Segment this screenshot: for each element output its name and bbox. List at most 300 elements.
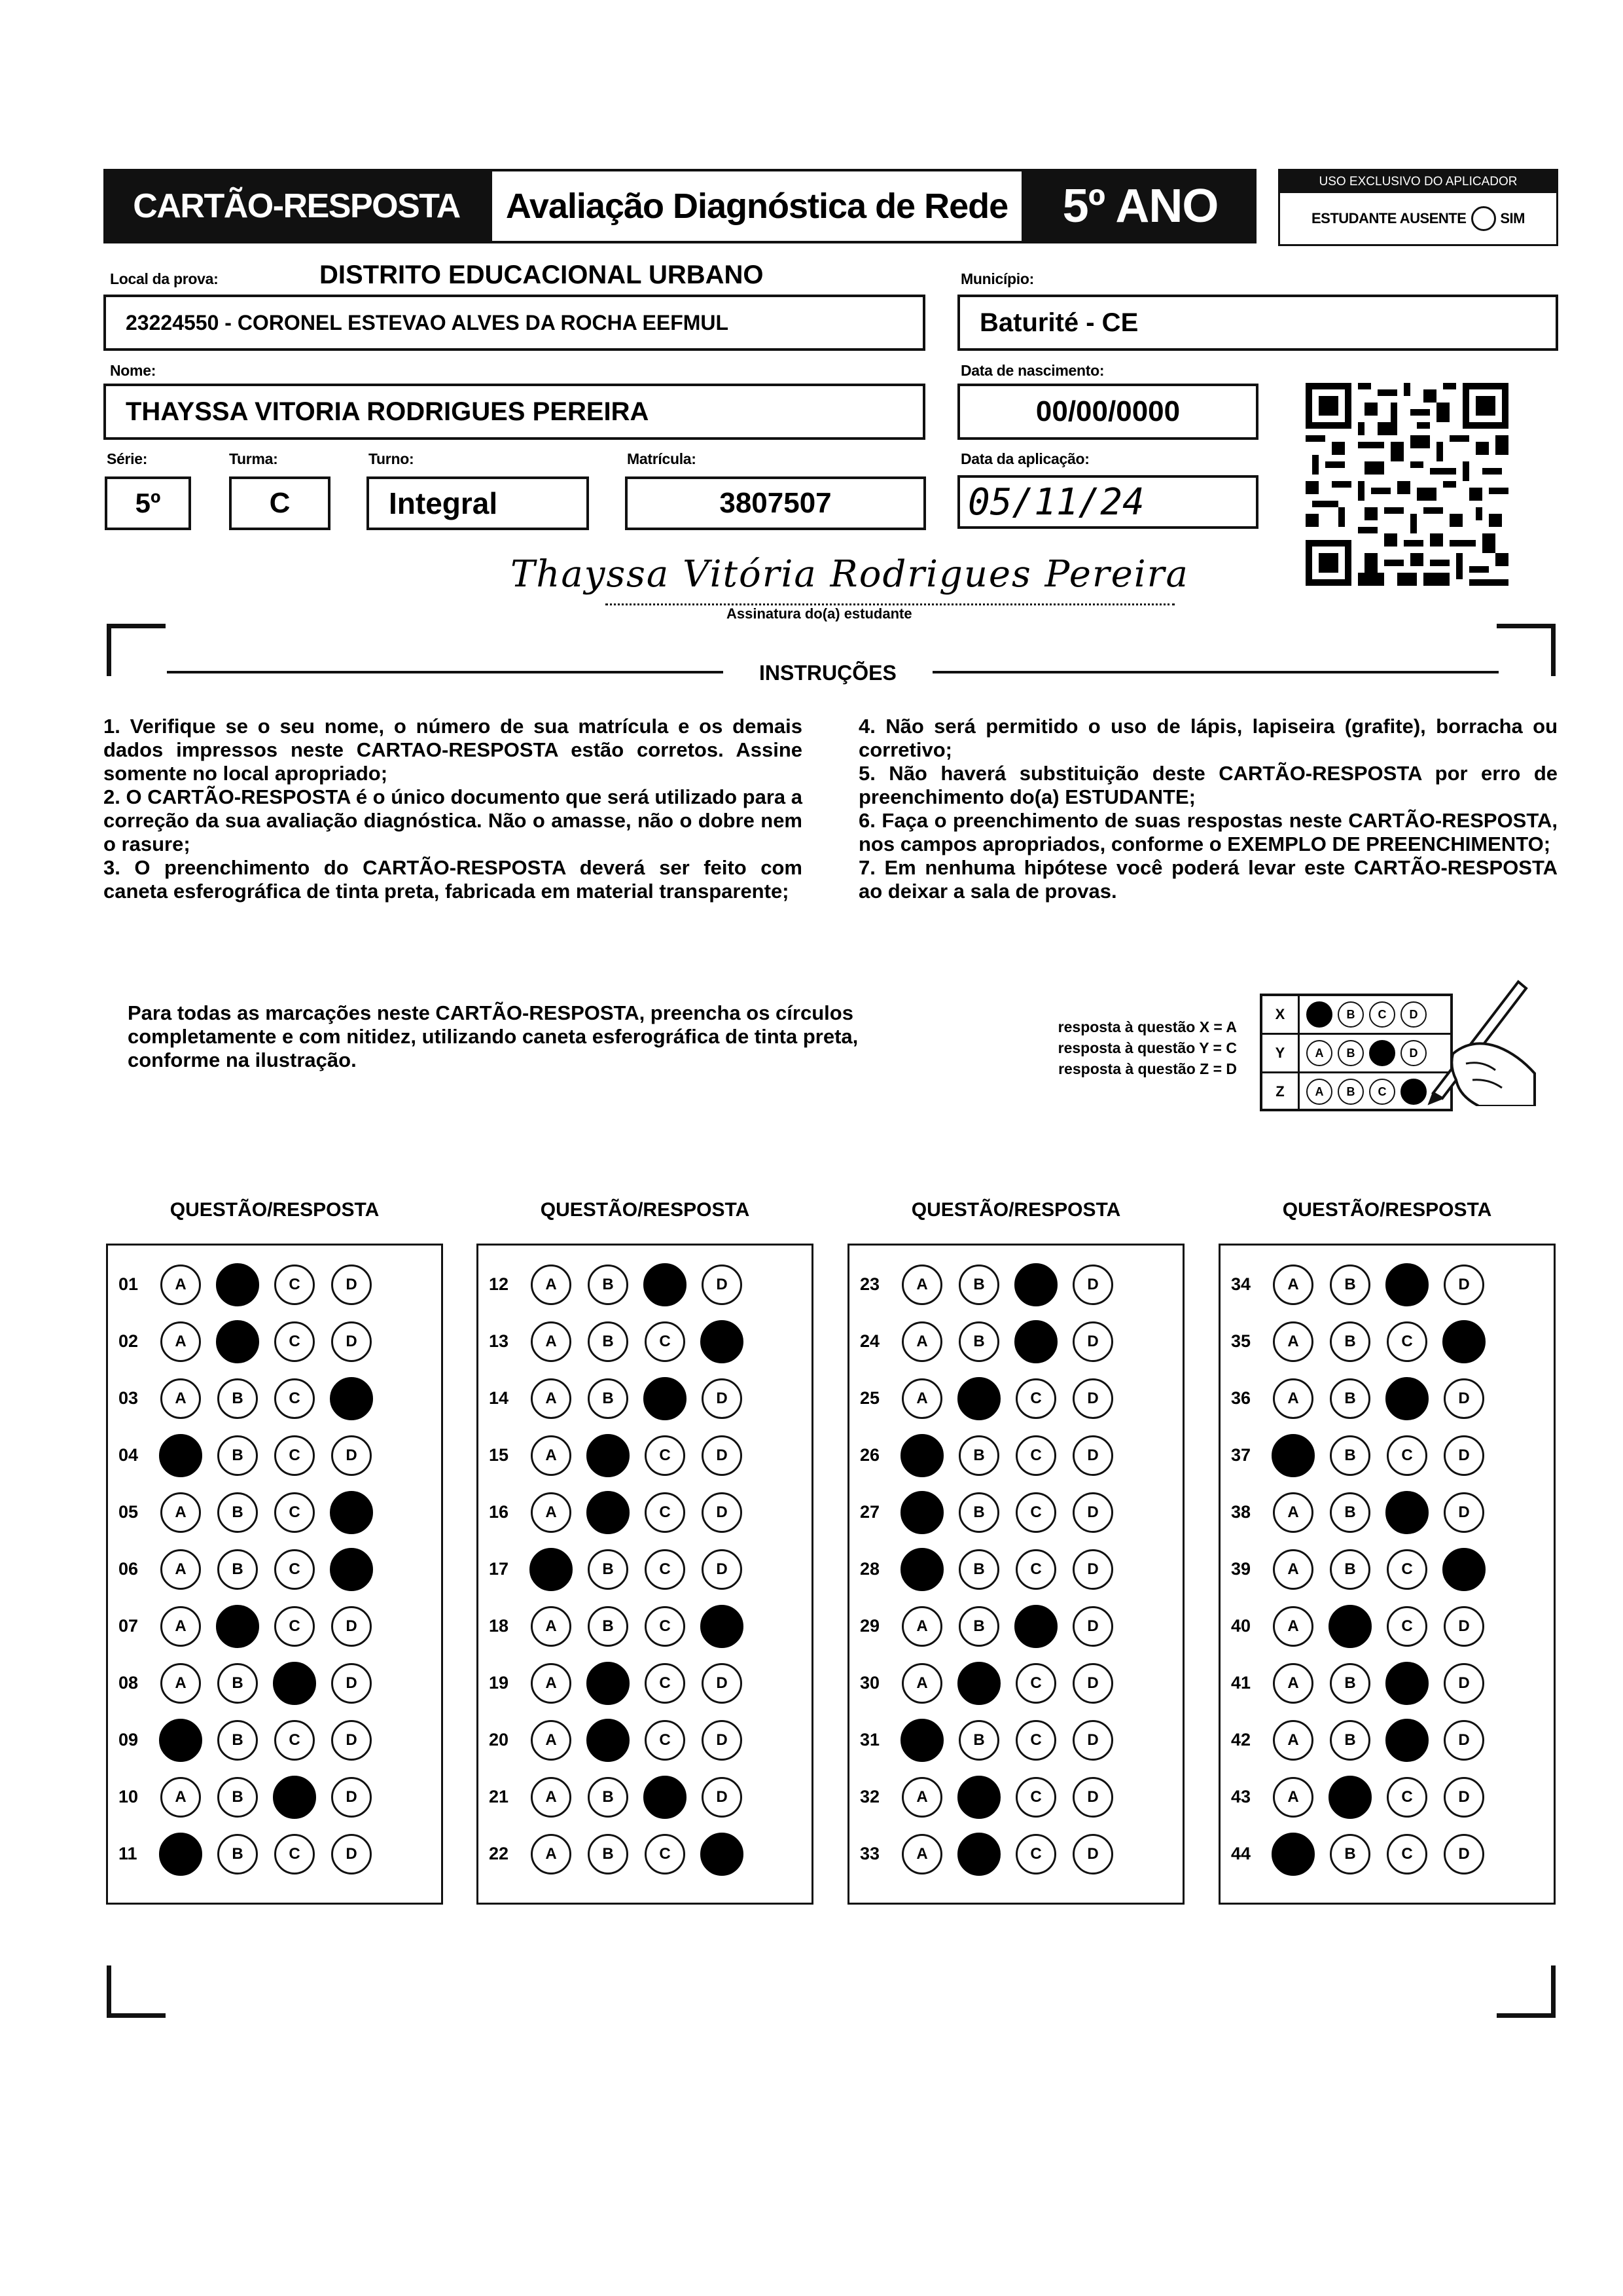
answer-bubble[interactable]: D xyxy=(702,1435,742,1476)
answer-bubble[interactable]: D xyxy=(1073,1265,1113,1305)
answer-bubble[interactable]: C xyxy=(274,1321,315,1362)
answer-bubble-filled[interactable] xyxy=(159,1434,202,1477)
question-number: 07 xyxy=(118,1616,139,1636)
answer-row xyxy=(108,1313,441,1370)
answer-bubble[interactable]: B xyxy=(959,1321,999,1362)
answer-bubble-filled[interactable] xyxy=(1385,1491,1429,1534)
answer-bubble-filled[interactable] xyxy=(901,1434,944,1477)
question-number: 10 xyxy=(118,1787,139,1806)
answer-bubble[interactable]: D xyxy=(702,1265,742,1305)
example-bubble: A xyxy=(1306,1079,1332,1105)
answer-bubble[interactable]: D xyxy=(702,1378,742,1419)
answer-bubble-filled[interactable] xyxy=(957,1377,1001,1420)
answer-bubble[interactable]: B xyxy=(1330,1378,1370,1419)
question-number: 19 xyxy=(489,1673,509,1693)
answer-bubble[interactable]: C xyxy=(645,1663,685,1704)
answer-bubble[interactable]: B xyxy=(217,1777,258,1818)
answer-row xyxy=(849,1768,1183,1825)
grade-title: 5º ANO xyxy=(1024,169,1257,243)
answer-bubble[interactable]: B xyxy=(959,1549,999,1590)
answer-bubble[interactable]: C xyxy=(274,1549,315,1590)
answer-bubble[interactable]: A xyxy=(902,1321,942,1362)
answer-bubble[interactable]: C xyxy=(274,1606,315,1647)
question-number: 05 xyxy=(118,1502,139,1522)
qr-code-icon xyxy=(1306,383,1508,586)
corner-mark-top-right xyxy=(1497,624,1556,676)
question-number: 44 xyxy=(1231,1844,1251,1863)
answer-bubble[interactable]: A xyxy=(902,1378,942,1419)
answer-bubble[interactable]: D xyxy=(702,1777,742,1818)
question-number: 18 xyxy=(489,1616,509,1636)
nascimento-field: 00/00/0000 xyxy=(957,384,1258,440)
answer-bubble[interactable]: C xyxy=(1016,1720,1056,1761)
question-number: 21 xyxy=(489,1787,509,1806)
answer-bubble[interactable]: A xyxy=(1273,1321,1313,1362)
instructions-rule-left xyxy=(167,671,723,673)
answer-bubble[interactable]: A xyxy=(160,1265,201,1305)
example-row-label: X xyxy=(1262,996,1300,1033)
student-signature: Thayssa Vitória Rodrigues Pereira xyxy=(510,553,1189,596)
answer-bubble[interactable]: A xyxy=(1273,1378,1313,1419)
answer-bubble[interactable]: B xyxy=(959,1606,999,1647)
answer-bubble[interactable]: B xyxy=(588,1777,628,1818)
column-title: QUESTÃO/RESPOSTA xyxy=(169,1199,380,1221)
answer-bubble[interactable]: C xyxy=(645,1492,685,1533)
estudante-ausente-label: ESTUDANTE AUSENTE xyxy=(1311,210,1467,226)
local-label: Local da prova: xyxy=(110,270,219,287)
answer-row xyxy=(849,1256,1183,1313)
answer-bubble[interactable]: B xyxy=(588,1378,628,1419)
question-number: 31 xyxy=(860,1730,880,1749)
answer-bubble[interactable]: D xyxy=(1444,1606,1484,1647)
question-number: 37 xyxy=(1231,1445,1251,1465)
answer-bubble-filled[interactable] xyxy=(700,1833,743,1876)
answer-bubble[interactable]: A xyxy=(160,1378,201,1419)
answer-column xyxy=(1219,1244,1556,1905)
example-legend xyxy=(1021,1016,1237,1079)
question-number: 17 xyxy=(489,1559,509,1579)
answer-bubble[interactable]: A xyxy=(1273,1720,1313,1761)
answer-bubble[interactable]: A xyxy=(160,1492,201,1533)
answer-bubble[interactable]: C xyxy=(274,1834,315,1874)
answer-bubble[interactable]: D xyxy=(331,1720,372,1761)
answer-row xyxy=(478,1825,812,1882)
answer-row xyxy=(1221,1712,1554,1768)
example-bubble: D xyxy=(1400,1040,1427,1066)
answer-bubble[interactable]: B xyxy=(959,1265,999,1305)
answer-row xyxy=(849,1712,1183,1768)
answer-bubble[interactable]: D xyxy=(1073,1720,1113,1761)
answer-bubble[interactable]: D xyxy=(1444,1720,1484,1761)
question-number: 33 xyxy=(860,1844,880,1863)
answer-row xyxy=(1221,1598,1554,1655)
answer-bubble-filled[interactable] xyxy=(1014,1320,1058,1363)
question-number: 40 xyxy=(1231,1616,1251,1636)
answer-bubble[interactable]: C xyxy=(645,1549,685,1590)
instruction-item: 1. Verifique se o seu nome, o número de sua matrícula e os demais dados impressos neste CARTAO-RESPOSTA estão corretos. Assine somente no local apropriado; xyxy=(103,715,802,785)
serie-label: Série: xyxy=(107,450,148,467)
answer-bubble[interactable]: D xyxy=(1444,1777,1484,1818)
answer-bubble[interactable]: A xyxy=(160,1549,201,1590)
question-number: 42 xyxy=(1231,1730,1251,1749)
answer-bubble[interactable]: C xyxy=(1016,1378,1056,1419)
answer-bubble-filled[interactable] xyxy=(1329,1605,1372,1648)
answer-bubble[interactable]: B xyxy=(217,1834,258,1874)
answer-bubble-filled[interactable] xyxy=(1385,1377,1429,1420)
answer-bubble[interactable]: C xyxy=(1016,1435,1056,1476)
answer-bubble[interactable]: A xyxy=(902,1834,942,1874)
answer-bubble-filled[interactable] xyxy=(1442,1548,1486,1591)
answer-bubble[interactable]: D xyxy=(1073,1321,1113,1362)
instruction-item: 5. Não haverá substituição deste CARTÃO-RESPOSTA por erro de preenchimento do(a) ESTUDANTE; xyxy=(859,762,1558,808)
answer-bubble[interactable]: C xyxy=(1016,1663,1056,1704)
answer-bubble[interactable]: C xyxy=(1387,1549,1427,1590)
answer-bubble[interactable]: C xyxy=(274,1492,315,1533)
answer-row xyxy=(1221,1768,1554,1825)
answer-bubble[interactable]: D xyxy=(1444,1265,1484,1305)
column-title: QUESTÃO/RESPOSTA xyxy=(1282,1199,1492,1221)
municipio-field: Baturité - CE xyxy=(957,295,1558,351)
example-bubble: B xyxy=(1338,1079,1364,1105)
question-number: 24 xyxy=(860,1331,880,1351)
answer-row xyxy=(108,1256,441,1313)
answer-row xyxy=(108,1598,441,1655)
answer-bubble[interactable]: A xyxy=(902,1663,942,1704)
answer-bubble[interactable]: C xyxy=(1387,1834,1427,1874)
answer-row xyxy=(1221,1370,1554,1427)
answer-bubble[interactable]: A xyxy=(1273,1265,1313,1305)
question-number: 06 xyxy=(118,1559,139,1579)
question-number: 16 xyxy=(489,1502,509,1522)
question-number: 29 xyxy=(860,1616,880,1636)
answer-bubble[interactable]: D xyxy=(1444,1834,1484,1874)
answer-bubble[interactable]: B xyxy=(1330,1720,1370,1761)
answer-bubble[interactable]: D xyxy=(331,1663,372,1704)
question-number: 03 xyxy=(118,1388,139,1408)
answer-row xyxy=(478,1655,812,1712)
answer-row xyxy=(478,1768,812,1825)
answer-bubble-filled[interactable] xyxy=(216,1320,259,1363)
corner-mark-bottom-right xyxy=(1497,1965,1556,2018)
question-number: 30 xyxy=(860,1673,880,1693)
aplicacao-label: Data da aplicação: xyxy=(961,450,1090,467)
answer-bubble[interactable]: D xyxy=(702,1549,742,1590)
instruction-item: 6. Faça o preenchimento de suas respostas neste CARTÃO-RESPOSTA, nos campos apropriados, conforme o EXEMPLO DE PREENCHIMENTO; xyxy=(859,809,1558,855)
answer-bubble[interactable]: A xyxy=(902,1606,942,1647)
answer-bubble[interactable]: D xyxy=(1073,1777,1113,1818)
answer-bubble-filled[interactable] xyxy=(643,1776,687,1819)
answer-bubble[interactable]: A xyxy=(1273,1606,1313,1647)
question-number: 28 xyxy=(860,1559,880,1579)
answer-bubble[interactable]: D xyxy=(1073,1606,1113,1647)
answer-bubble[interactable]: B xyxy=(1330,1834,1370,1874)
answer-bubble[interactable]: D xyxy=(702,1492,742,1533)
answer-bubble[interactable]: D xyxy=(331,1834,372,1874)
answer-row xyxy=(1221,1655,1554,1712)
answer-bubble-filled[interactable] xyxy=(330,1377,373,1420)
answer-row xyxy=(108,1484,441,1541)
answer-bubble-filled[interactable] xyxy=(273,1776,316,1819)
answer-bubble[interactable]: B xyxy=(1330,1321,1370,1362)
answer-bubble-filled[interactable] xyxy=(901,1719,944,1762)
question-number: 15 xyxy=(489,1445,509,1465)
question-number: 34 xyxy=(1231,1274,1251,1294)
answer-bubble[interactable]: C xyxy=(274,1435,315,1476)
answer-bubble[interactable]: A xyxy=(531,1720,571,1761)
instruction-item: 3. O preenchimento do CARTÃO-RESPOSTA deverá ser feito com caneta esferográfica de tinta preta, fabricada em material transparente; xyxy=(103,856,802,903)
answer-row xyxy=(849,1484,1183,1541)
answer-bubble[interactable]: B xyxy=(217,1378,258,1419)
answer-bubble-filled[interactable] xyxy=(529,1548,573,1591)
answer-bubble-filled[interactable] xyxy=(700,1605,743,1648)
uso-exclusivo-label: USO EXCLUSIVO DO APLICADOR xyxy=(1280,171,1556,193)
answer-row xyxy=(478,1427,812,1484)
answer-bubble-filled[interactable] xyxy=(643,1263,687,1306)
question-number: 11 xyxy=(118,1844,137,1863)
answer-bubble-filled[interactable] xyxy=(1272,1434,1315,1477)
answer-bubble[interactable]: C xyxy=(1016,1777,1056,1818)
answer-bubble[interactable]: C xyxy=(1387,1606,1427,1647)
question-number: 38 xyxy=(1231,1502,1251,1522)
answer-bubble[interactable]: B xyxy=(588,1549,628,1590)
exam-title: Avaliação Diagnóstica de Rede xyxy=(490,169,1024,243)
answer-bubble[interactable]: B xyxy=(959,1720,999,1761)
answer-row xyxy=(108,1768,441,1825)
answer-bubble[interactable]: A xyxy=(902,1777,942,1818)
answer-bubble[interactable]: A xyxy=(160,1663,201,1704)
answer-bubble[interactable]: C xyxy=(1016,1549,1056,1590)
answer-bubble[interactable]: A xyxy=(531,1777,571,1818)
answer-bubble-filled[interactable] xyxy=(643,1377,687,1420)
instructions-title: INSTRUÇÕES xyxy=(759,661,897,685)
absent-box xyxy=(1278,169,1558,246)
question-number: 43 xyxy=(1231,1787,1251,1806)
absent-checkbox[interactable] xyxy=(1471,206,1496,231)
example-row-label: Y xyxy=(1262,1035,1300,1071)
signature-label: Assinatura do(a) estudante xyxy=(726,605,912,622)
answer-bubble-filled[interactable] xyxy=(586,1434,630,1477)
answer-row xyxy=(478,1541,812,1598)
example-bubble: C xyxy=(1369,1001,1395,1028)
answer-bubble-filled[interactable] xyxy=(1385,1263,1429,1306)
answer-row xyxy=(849,1370,1183,1427)
answer-bubble[interactable]: B xyxy=(588,1834,628,1874)
answer-bubble-filled[interactable] xyxy=(330,1548,373,1591)
answer-bubble[interactable]: C xyxy=(645,1435,685,1476)
answer-row xyxy=(1221,1484,1554,1541)
question-number: 35 xyxy=(1231,1331,1251,1351)
answer-bubble[interactable]: D xyxy=(1073,1549,1113,1590)
answer-bubble-filled[interactable] xyxy=(216,1263,259,1306)
nascimento-label: Data de nascimento: xyxy=(961,362,1105,379)
answer-bubble-filled[interactable] xyxy=(1014,1263,1058,1306)
answer-bubble[interactable]: D xyxy=(1444,1492,1484,1533)
answer-bubble-filled[interactable] xyxy=(1385,1662,1429,1705)
answer-bubble[interactable]: B xyxy=(588,1265,628,1305)
question-number: 04 xyxy=(118,1445,139,1465)
answer-bubble[interactable]: C xyxy=(274,1265,315,1305)
answer-bubble[interactable]: C xyxy=(1387,1435,1427,1476)
answer-bubble[interactable]: C xyxy=(645,1606,685,1647)
answer-bubble[interactable]: B xyxy=(959,1435,999,1476)
instructions-rule-right xyxy=(933,671,1499,673)
answer-bubble-filled[interactable] xyxy=(1385,1719,1429,1762)
turno-field: Integral xyxy=(366,476,589,530)
answer-bubble[interactable]: A xyxy=(1273,1549,1313,1590)
answer-row xyxy=(849,1598,1183,1655)
answer-bubble[interactable]: C xyxy=(274,1720,315,1761)
answer-bubble[interactable]: C xyxy=(645,1321,685,1362)
matricula-field: 3807507 xyxy=(625,476,926,530)
answer-bubble[interactable]: D xyxy=(702,1663,742,1704)
answer-bubble[interactable]: C xyxy=(1387,1777,1427,1818)
answer-bubble-filled[interactable] xyxy=(901,1548,944,1591)
answer-bubble-filled[interactable] xyxy=(586,1491,630,1534)
answer-bubble[interactable]: D xyxy=(331,1606,372,1647)
answer-bubble[interactable]: B xyxy=(217,1720,258,1761)
answer-bubble[interactable]: A xyxy=(902,1265,942,1305)
question-number: 20 xyxy=(489,1730,509,1749)
answer-bubble[interactable]: B xyxy=(1330,1492,1370,1533)
answer-row xyxy=(108,1825,441,1882)
answer-bubble[interactable]: D xyxy=(1444,1378,1484,1419)
answer-bubble[interactable]: A xyxy=(531,1265,571,1305)
answer-bubble[interactable]: A xyxy=(531,1321,571,1362)
answer-bubble-filled[interactable] xyxy=(1329,1776,1372,1819)
matricula-label: Matrícula: xyxy=(627,450,696,467)
answer-bubble[interactable]: B xyxy=(959,1492,999,1533)
answer-bubble[interactable]: B xyxy=(217,1549,258,1590)
answer-bubble[interactable]: B xyxy=(1330,1265,1370,1305)
answer-bubble[interactable]: C xyxy=(274,1378,315,1419)
answer-row xyxy=(478,1712,812,1768)
local-value: DISTRITO EDUCACIONAL URBANO xyxy=(319,260,764,289)
column-title: QUESTÃO/RESPOSTA xyxy=(540,1199,750,1221)
answer-bubble[interactable]: A xyxy=(531,1492,571,1533)
answer-row xyxy=(1221,1427,1554,1484)
answer-bubble-filled[interactable] xyxy=(216,1605,259,1648)
answer-bubble[interactable]: A xyxy=(160,1777,201,1818)
answer-bubble[interactable]: B xyxy=(217,1492,258,1533)
example-bubble: C xyxy=(1369,1079,1395,1105)
answer-bubble[interactable]: D xyxy=(331,1435,372,1476)
question-number: 01 xyxy=(118,1274,139,1294)
answer-bubble[interactable]: D xyxy=(1073,1378,1113,1419)
example-bubble xyxy=(1306,1001,1332,1028)
answer-bubble[interactable]: B xyxy=(1330,1435,1370,1476)
answer-bubble[interactable]: C xyxy=(645,1720,685,1761)
answer-bubble[interactable]: D xyxy=(1444,1663,1484,1704)
example-bubble: D xyxy=(1400,1001,1427,1028)
answer-bubble[interactable]: C xyxy=(1016,1834,1056,1874)
answer-bubble[interactable]: D xyxy=(702,1720,742,1761)
answer-bubble[interactable]: A xyxy=(1273,1663,1313,1704)
answer-bubble[interactable]: A xyxy=(531,1435,571,1476)
example-text: Para todas as marcações neste CARTÃO-RESPOSTA, preencha os círculos completamente e com nitidez, utilizando caneta esferográfica de tinta preta, conforme na ilustração. xyxy=(128,1001,859,1071)
answer-row xyxy=(849,1825,1183,1882)
answer-bubble[interactable]: B xyxy=(1330,1549,1370,1590)
answer-bubble[interactable]: B xyxy=(1330,1663,1370,1704)
answer-bubble-filled[interactable] xyxy=(586,1662,630,1705)
answer-bubble[interactable]: B xyxy=(217,1435,258,1476)
answer-row xyxy=(108,1370,441,1427)
answer-bubble[interactable]: A xyxy=(531,1606,571,1647)
legend-x: resposta à questão X = A xyxy=(1058,1018,1237,1035)
municipio-label: Município: xyxy=(961,270,1034,287)
answer-bubble-filled[interactable] xyxy=(700,1320,743,1363)
answer-row xyxy=(108,1427,441,1484)
legend-z: resposta à questão Z = D xyxy=(1058,1060,1237,1077)
answer-bubble-filled[interactable] xyxy=(1442,1320,1486,1363)
answer-bubble[interactable]: A xyxy=(531,1834,571,1874)
question-number: 09 xyxy=(118,1730,139,1749)
answer-bubble-filled[interactable] xyxy=(159,1833,202,1876)
answer-bubble-filled[interactable] xyxy=(957,1776,1001,1819)
answer-bubble[interactable]: D xyxy=(331,1321,372,1362)
answer-bubble-filled[interactable] xyxy=(901,1491,944,1534)
question-number: 13 xyxy=(489,1331,509,1351)
question-number: 36 xyxy=(1231,1388,1251,1408)
answer-bubble-filled[interactable] xyxy=(957,1662,1001,1705)
answer-bubble[interactable]: B xyxy=(588,1606,628,1647)
question-number: 41 xyxy=(1231,1673,1251,1693)
answer-bubble[interactable]: A xyxy=(160,1606,201,1647)
question-number: 25 xyxy=(860,1388,880,1408)
answer-row xyxy=(849,1427,1183,1484)
answer-bubble-filled[interactable] xyxy=(159,1719,202,1762)
answer-row xyxy=(1221,1313,1554,1370)
answer-bubble[interactable]: C xyxy=(1387,1321,1427,1362)
card-title: CARTÃO-RESPOSTA xyxy=(103,169,490,243)
answer-bubble[interactable]: D xyxy=(1073,1834,1113,1874)
answer-bubble[interactable]: C xyxy=(645,1834,685,1874)
example-bubble xyxy=(1369,1040,1395,1066)
answer-bubble[interactable]: A xyxy=(1273,1777,1313,1818)
answer-bubble[interactable]: D xyxy=(1444,1435,1484,1476)
answer-row xyxy=(478,1370,812,1427)
answer-bubble[interactable]: B xyxy=(217,1663,258,1704)
answer-bubble[interactable]: A xyxy=(160,1321,201,1362)
answer-bubble[interactable]: D xyxy=(331,1265,372,1305)
answer-bubble-filled[interactable] xyxy=(330,1491,373,1534)
instructions-right xyxy=(859,715,1558,903)
answer-bubble[interactable]: C xyxy=(1016,1492,1056,1533)
answer-bubble[interactable]: D xyxy=(1073,1435,1113,1476)
answer-bubble[interactable]: D xyxy=(331,1777,372,1818)
answer-row xyxy=(1221,1256,1554,1313)
answer-bubble[interactable]: A xyxy=(1273,1492,1313,1533)
answer-bubble-filled[interactable] xyxy=(957,1833,1001,1876)
example-bubble: B xyxy=(1338,1001,1364,1028)
nome-field: THAYSSA VITORIA RODRIGUES PEREIRA xyxy=(103,384,925,440)
answer-bubble[interactable]: A xyxy=(531,1663,571,1704)
answer-bubble-filled[interactable] xyxy=(1272,1833,1315,1876)
aplicacao-field[interactable]: 05/11/24 xyxy=(957,475,1258,529)
answer-bubble[interactable]: A xyxy=(531,1378,571,1419)
answer-bubble-filled[interactable] xyxy=(1014,1605,1058,1648)
turno-label: Turno: xyxy=(368,450,414,467)
answer-bubble[interactable]: B xyxy=(588,1321,628,1362)
answer-bubble[interactable]: D xyxy=(1073,1492,1113,1533)
nome-label: Nome: xyxy=(110,362,156,379)
answer-row xyxy=(849,1655,1183,1712)
answer-bubble-filled[interactable] xyxy=(586,1719,630,1762)
column-title: QUESTÃO/RESPOSTA xyxy=(911,1199,1121,1221)
answer-bubble-filled[interactable] xyxy=(273,1662,316,1705)
answer-bubble[interactable]: D xyxy=(1073,1663,1113,1704)
example-bubble: B xyxy=(1338,1040,1364,1066)
instruction-item: 4. Não será permitido o uso de lápis, lapiseira (grafite), borracha ou corretivo; xyxy=(859,715,1558,761)
